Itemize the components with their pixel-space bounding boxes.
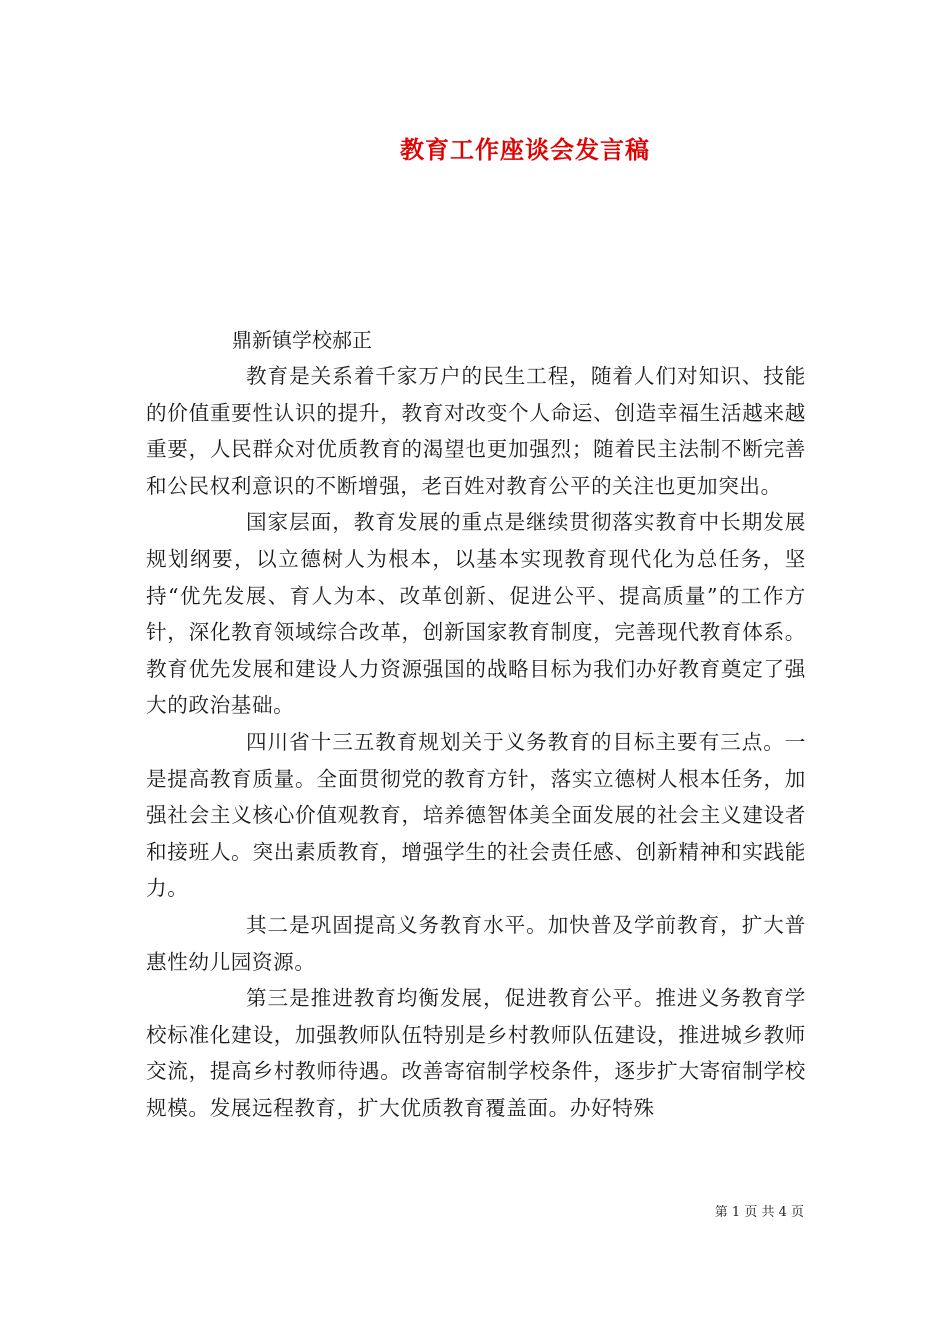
paragraph: 国家层面，教育发展的重点是继续贯彻落实教育中长期发展规划纲要，以立德树人为根本，以基本实现教育现代化为总任务，坚持“优先发展、育人为本、改革创新、促进公平、提高质量”的工作方针，深化教育领域综合改革，创新国家教育制度，完善现代教育体系。教育优先发展和建设人力资源强国的战略目标为我们办好教育奠定了强大的政治基础。	[146, 510, 806, 718]
paragraph: 四川省十三五教育规划关于义务教育的目标主要有三点。一是提高教育质量。全面贯彻党的教育方针，落实立德树人根本任务，加强社会主义核心价值观教育，培养德智体美全面发展的社会主义建设者和接班人。突出素质教育，增强学生的社会责任感、创新精神和实践能力。	[146, 729, 806, 901]
paragraph: 其二是巩固提高义务教育水平。加快普及学前教育，扩大普惠性幼儿园资源。	[146, 912, 806, 974]
document-title: 教育工作座谈会发言稿	[400, 135, 650, 164]
document-body	[146, 358, 806, 1126]
author-line: 鼎新镇学校郝正	[232, 328, 372, 352]
paragraph: 第三是推进教育均衡发展，促进教育公平。推进义务教育学校标准化建设，加强教师队伍特别是乡村教师队伍建设，推进城乡教师交流，提高乡村教师待遇。改善寄宿制学校条件，逐步扩大寄宿制学校规模。发展远程教育，扩大优质教育覆盖面。办好特殊	[146, 986, 806, 1120]
page-number-footer: 第 1 页 共 4 页	[714, 1205, 804, 1220]
paragraph: 教育是关系着千家万户的民生工程，随着人们对知识、技能的价值重要性认识的提升，教育对改变个人命运、创造幸福生活越来越重要，人民群众对优质教育的渴望也更加强烈；随着民主法制不断完善和公民权利意识的不断增强，老百姓对教育公平的关注也更加突出。	[146, 364, 806, 498]
